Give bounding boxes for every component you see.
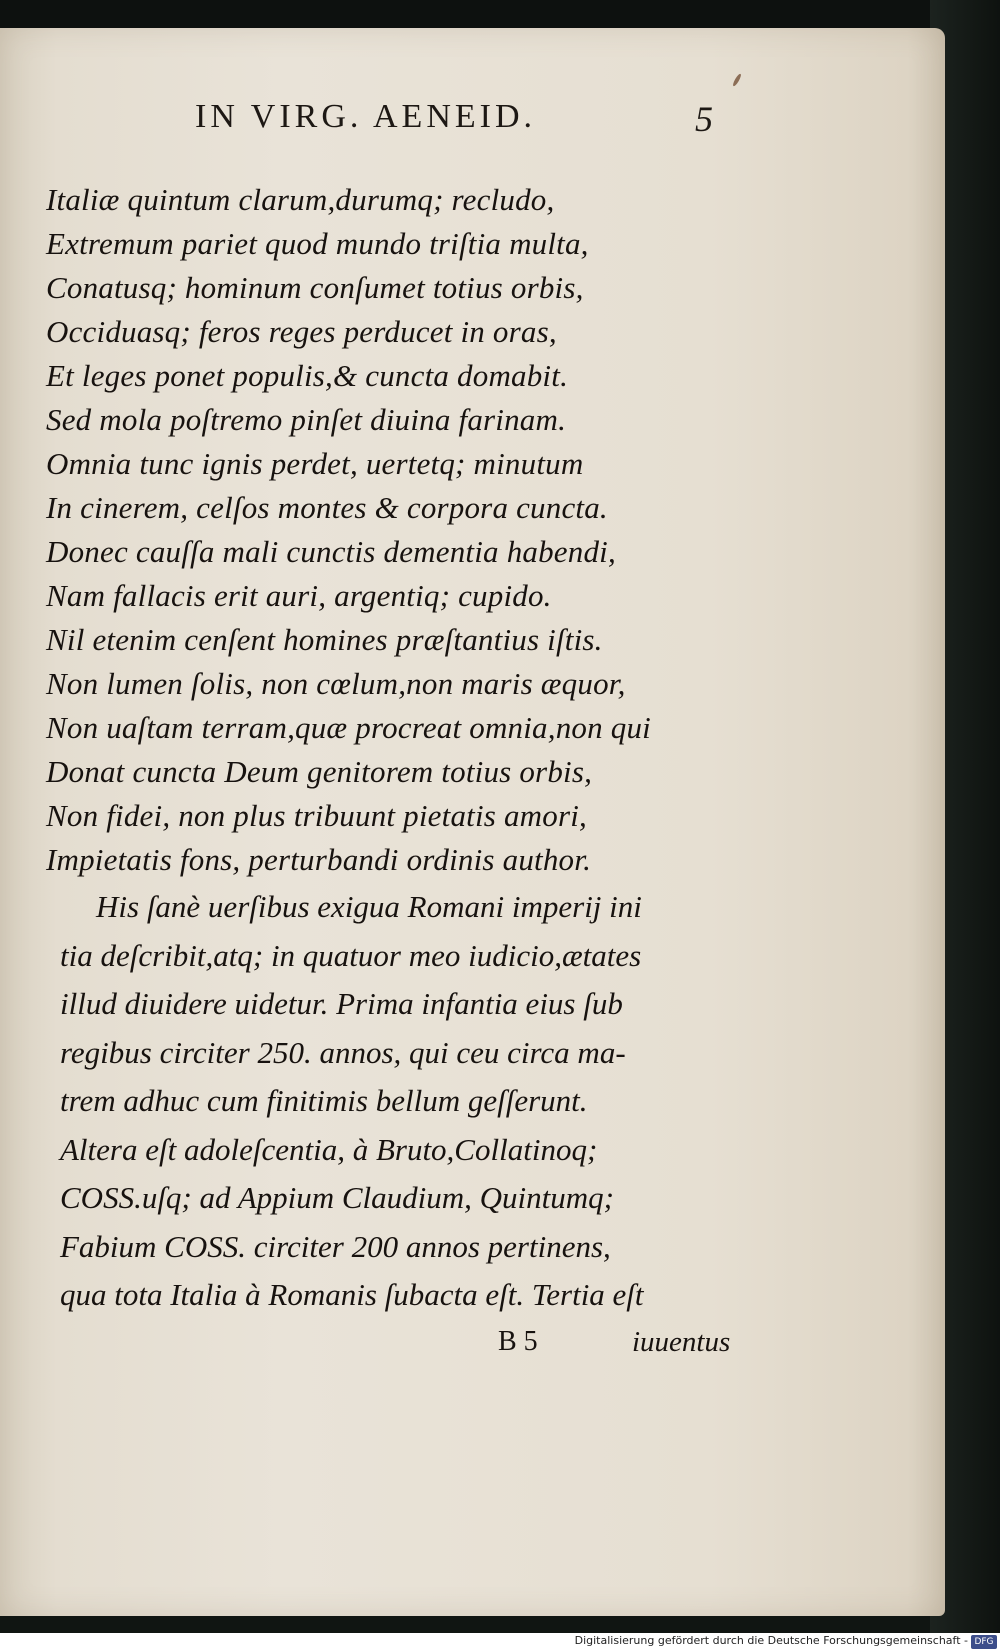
running-title: IN VIRG. AENEID. [195, 98, 537, 135]
commentary-line: COSS.uſq; ad Appium Claudium, Quintumq; [60, 1180, 614, 1215]
verse-line: In cinerem, celſos montes & corpora cuncta. [46, 490, 608, 525]
book-page [0, 28, 945, 1616]
verse-line: Omnia tunc ignis perdet, uertetq; minutum [46, 446, 584, 481]
verse-line: Donat cuncta Deum genitorem totius orbis, [46, 754, 593, 789]
commentary-line: Fabium COSS. circiter 200 annos pertinens, [60, 1228, 611, 1264]
verse-line: Donec cauſſa mali cunctis dementia habendi, [46, 534, 616, 569]
catchword: iuuentus [632, 1326, 731, 1358]
commentary-line: trem adhuc cum finitimis bellum geſſerunt. [60, 1083, 588, 1118]
commentary-line: regibus circiter 250. annos, qui ceu circa ma- [60, 1034, 626, 1070]
verse-line: Non uaſtam terram,quæ procreat omnia,non qui [46, 710, 651, 745]
verse-line: Extremum pariet quod mundo triſtia multa, [46, 226, 589, 261]
verse-line: Impietatis fons, perturbandi ordinis author. [46, 842, 592, 877]
page-blemish [732, 73, 742, 87]
commentary-block [60, 883, 760, 1320]
commentary-line: Altera eſt adoleſcentia, à Bruto,Collatinoq; [60, 1131, 598, 1167]
commentary-line: illud diuidere uidetur. Prima infantia eius ſub [60, 986, 623, 1021]
verse-line: Occiduasq; feros reges perducet in oras, [46, 314, 557, 349]
verse-line: Et leges ponet populis,& cuncta domabit. [46, 358, 569, 393]
page-number: 5 [695, 99, 713, 139]
commentary-line: qua tota Italia à Romanis ſubacta eſt. Tertia eſt [60, 1277, 644, 1312]
verse-line: Nam fallacis erit auri, argentiq; cupido. [46, 578, 552, 613]
verse-line: Non fidei, non plus tribuunt pietatis amori, [46, 798, 587, 833]
verse-line: Non lumen ſolis, non cœlum,non maris æquor, [46, 666, 626, 701]
verse-line: Conatusq; hominum conſumet totius orbis, [46, 270, 584, 305]
dfg-logo-icon: DFG [971, 1635, 997, 1649]
commentary-line: His ſanè uerſibus exigua Romani imperij ini [96, 889, 642, 924]
verse-line: Nil etenim cenſent homines præſtantius iſtis. [46, 622, 603, 657]
page-footer [498, 1326, 758, 1366]
commentary-line: tia deſcribit,atq; in quatuor meo iudicio,ætates [60, 937, 642, 973]
verse-line: Italiæ quintum clarum,durumq; recludo, [46, 182, 555, 217]
credit-bar [0, 1633, 1000, 1651]
signature-mark: B 5 [498, 1326, 538, 1357]
page-header [195, 98, 715, 158]
credit-text: Digitalisierung gefördert durch die Deutsche Forschungsgemeinschaft - [574, 1634, 968, 1647]
verse-line: Sed mola poſtremo pinſet diuina farinam. [46, 402, 567, 437]
verse-block [46, 178, 746, 882]
